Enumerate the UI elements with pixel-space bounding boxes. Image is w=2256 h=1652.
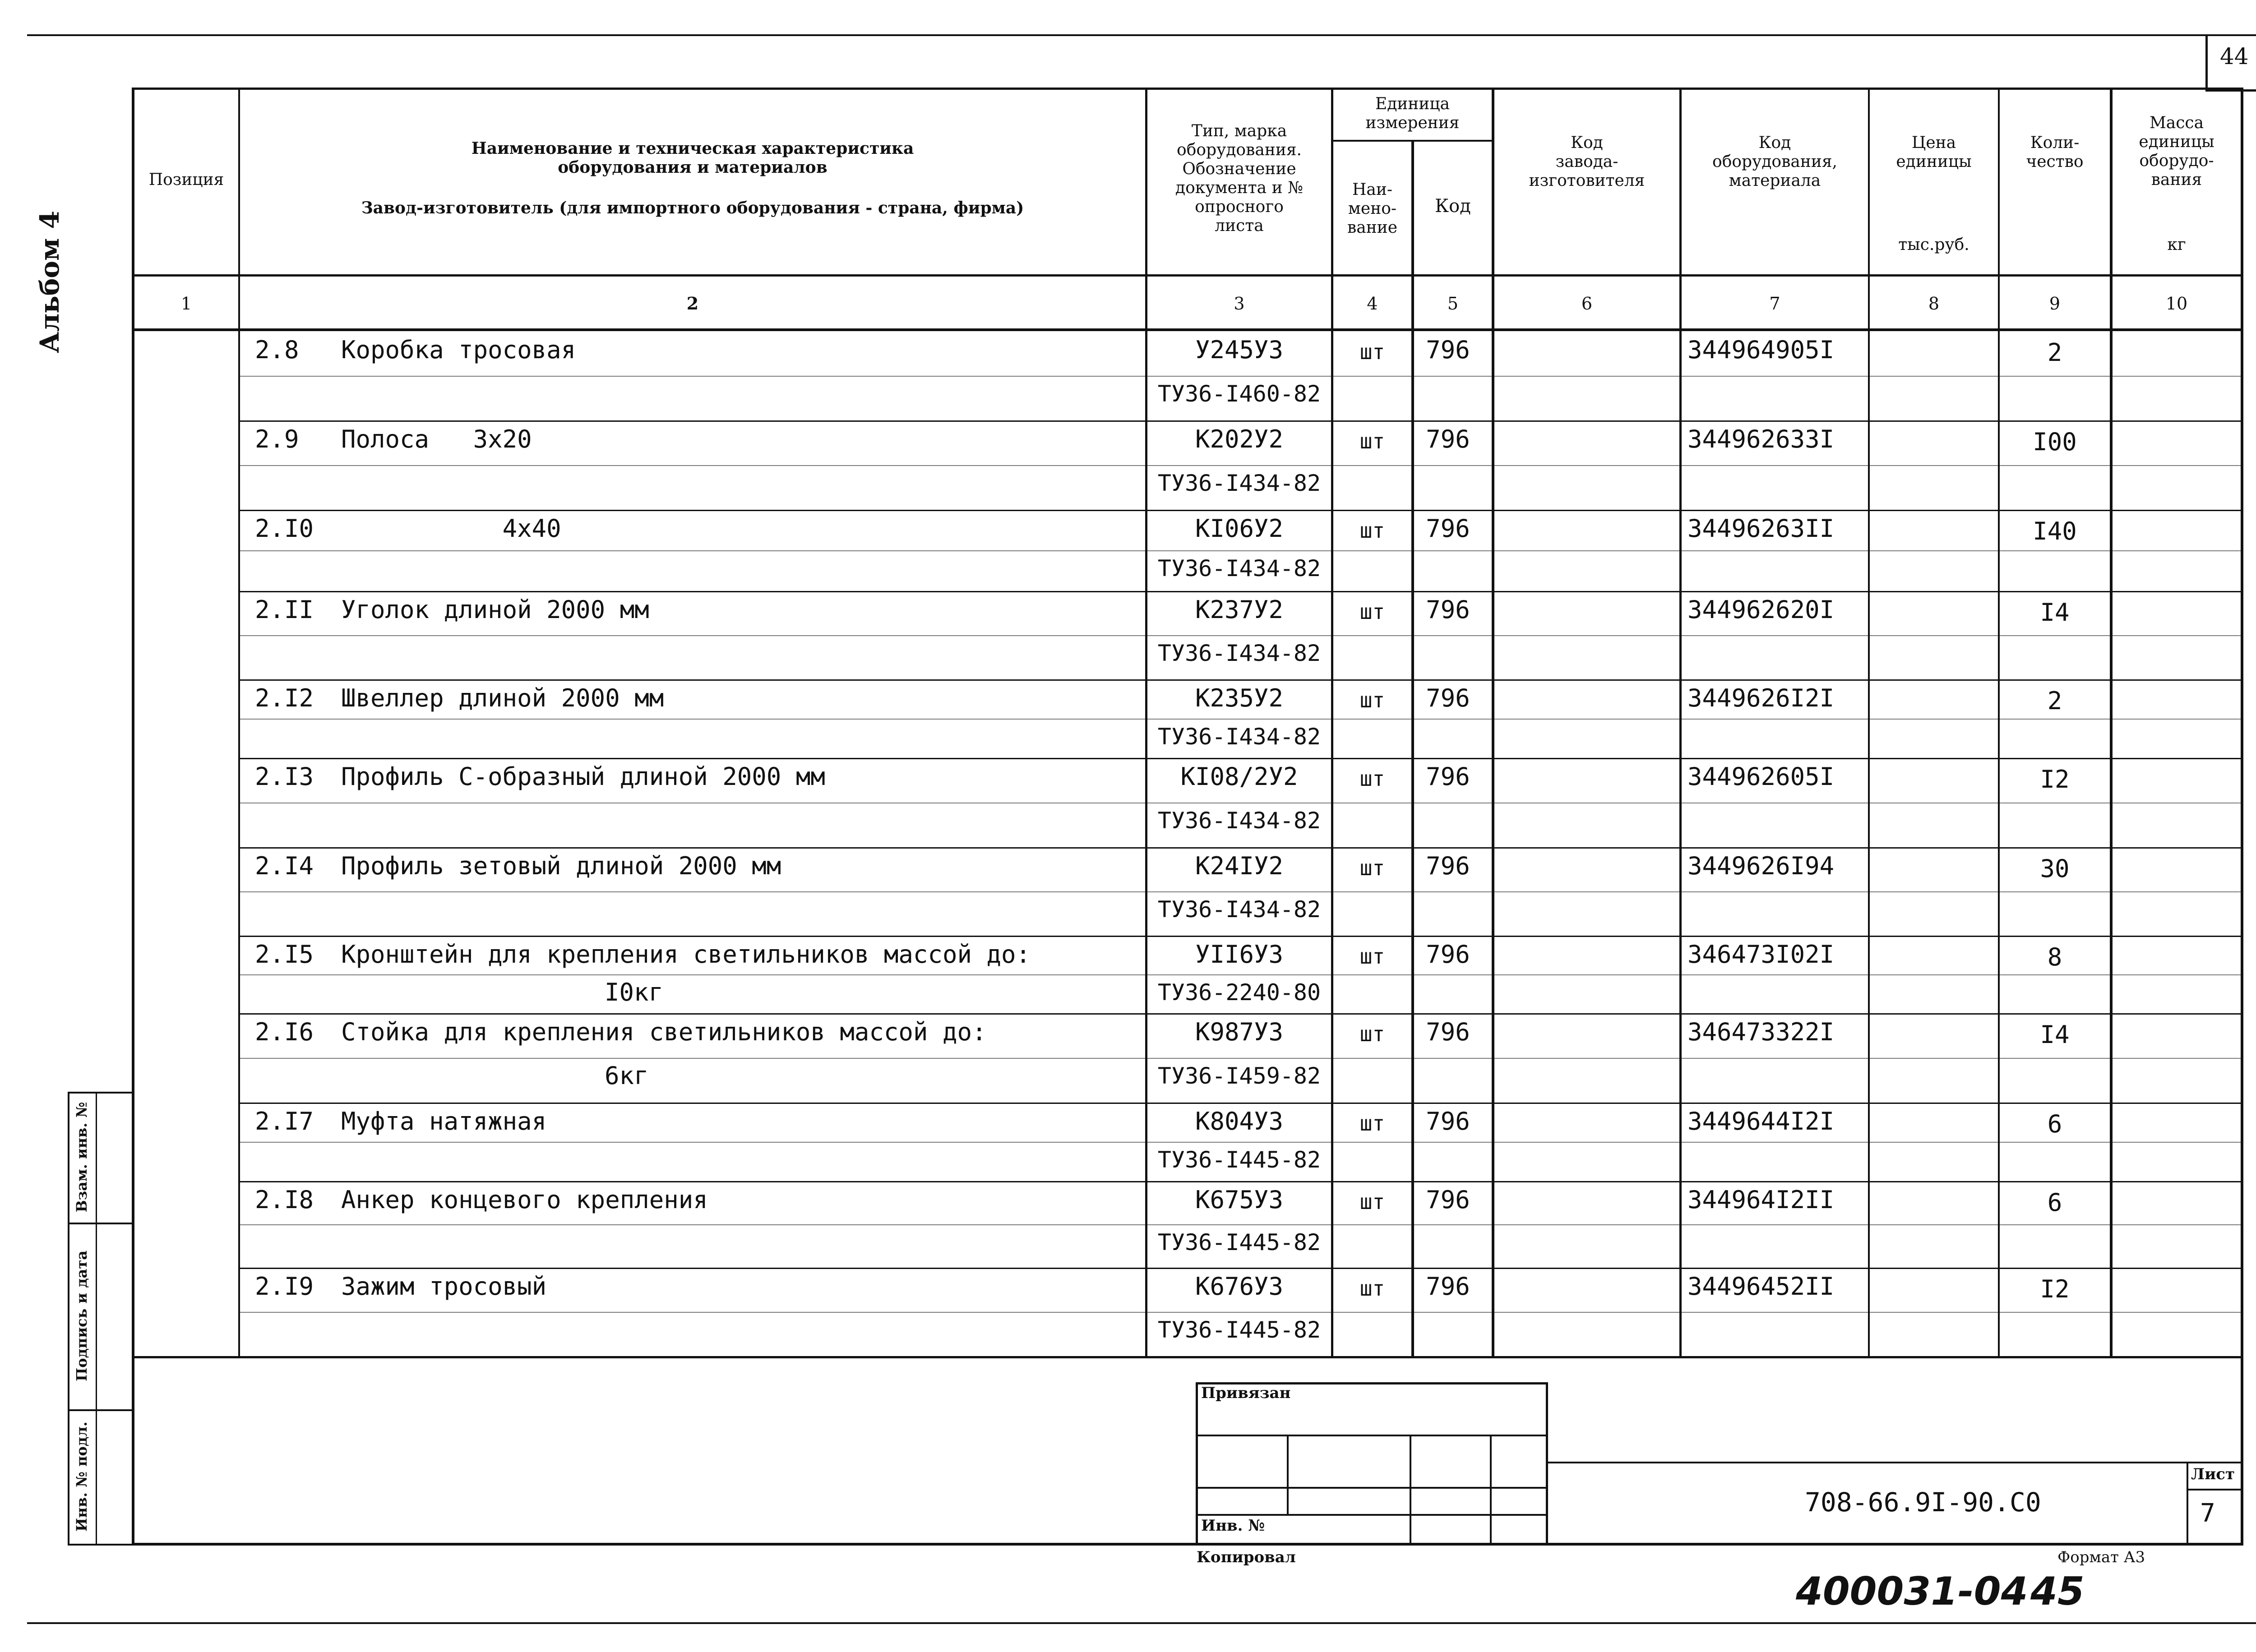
row-unit-code: 796 bbox=[1426, 336, 1470, 364]
row-unit: шт bbox=[1359, 600, 1385, 624]
row-position: 2.9 bbox=[255, 425, 299, 453]
row-material-code: 346473322I bbox=[1687, 1018, 1835, 1046]
row-separator bbox=[240, 679, 2241, 681]
row-material-code: 344964905I bbox=[1687, 336, 1835, 364]
row-unit-code: 796 bbox=[1426, 684, 1470, 712]
row-mid-separator bbox=[240, 376, 2241, 377]
row-doc: ТУ36-I434-82 bbox=[1157, 896, 1321, 923]
header-type-l1: Тип, марка bbox=[1191, 122, 1287, 140]
row-name: Профиль С-образный длиной 2000 мм bbox=[341, 762, 825, 791]
row-type: УII6У3 bbox=[1195, 940, 1284, 969]
row-material-code: 344964I2II bbox=[1687, 1186, 1835, 1214]
row-name-2: I0кг bbox=[605, 978, 664, 1006]
row-doc: ТУ36-2240-80 bbox=[1157, 979, 1321, 1006]
row-material-code: 346473I02I bbox=[1687, 940, 1835, 969]
side-label-vzam: Взам. инв. № bbox=[73, 1102, 90, 1213]
top-border-line bbox=[27, 34, 2256, 36]
row-separator bbox=[240, 936, 2241, 937]
row-unit: шт bbox=[1359, 1022, 1385, 1046]
row-mid-separator bbox=[240, 974, 2241, 975]
row-doc: ТУ36-I434-82 bbox=[1157, 470, 1321, 496]
colnum-3: 3 bbox=[1234, 294, 1245, 314]
colnum-9: 9 bbox=[2049, 294, 2061, 314]
row-mid-separator bbox=[240, 891, 2241, 892]
row-separator bbox=[240, 758, 2241, 759]
row-mid-separator bbox=[240, 550, 2241, 551]
row-name: Анкер концевого крепления bbox=[341, 1186, 708, 1214]
row-unit: шт bbox=[1359, 944, 1385, 969]
colnum-7: 7 bbox=[1769, 294, 1780, 314]
row-quantity: I00 bbox=[2033, 428, 2077, 456]
row-position: 2.I9 bbox=[255, 1272, 314, 1301]
header-mass-unit: кг bbox=[2167, 235, 2186, 254]
row-name: Стойка для крепления светильников массой до: bbox=[341, 1018, 987, 1046]
row-quantity: 6 bbox=[2047, 1110, 2062, 1138]
row-position: 2.II bbox=[255, 595, 314, 624]
row-mid-separator bbox=[240, 1224, 2241, 1225]
stamp-inv: Инв. № bbox=[1201, 1517, 1265, 1535]
row-unit-code: 796 bbox=[1426, 852, 1470, 880]
row-unit-code: 796 bbox=[1426, 1018, 1470, 1046]
row-doc: ТУ36-I434-82 bbox=[1157, 640, 1321, 666]
row-quantity: I4 bbox=[2040, 1020, 2070, 1049]
row-unit-code: 796 bbox=[1426, 940, 1470, 969]
row-doc: ТУ36-I445-82 bbox=[1157, 1317, 1321, 1343]
header-factory-l3: изготовителя bbox=[1529, 171, 1645, 190]
header-type-l5: опросного bbox=[1195, 198, 1284, 216]
table-frame-top bbox=[132, 88, 2243, 90]
row-type: К237У2 bbox=[1195, 595, 1284, 624]
row-position: 2.I4 bbox=[255, 852, 314, 880]
row-unit: шт bbox=[1359, 340, 1385, 364]
row-unit-code: 796 bbox=[1426, 425, 1470, 453]
row-type: К235У2 bbox=[1195, 684, 1284, 712]
row-material-code: 344962620I bbox=[1687, 595, 1835, 624]
colnum-10: 10 bbox=[2165, 294, 2188, 314]
row-mid-separator bbox=[240, 635, 2241, 636]
row-unit: шт bbox=[1359, 1276, 1385, 1301]
row-type: К675У3 bbox=[1195, 1186, 1284, 1214]
album-label: Альбом 4 bbox=[34, 211, 65, 353]
row-doc: ТУ36-I445-82 bbox=[1157, 1229, 1321, 1255]
row-unit-code: 796 bbox=[1426, 595, 1470, 624]
side-label-inv: Инв. № подл. bbox=[73, 1421, 90, 1532]
row-quantity: I4 bbox=[2040, 598, 2070, 627]
header-unitname-l2: мено- bbox=[1348, 199, 1397, 218]
header-name-line2: оборудования и материалов bbox=[558, 158, 828, 177]
header-price-unit: тыс.руб. bbox=[1898, 235, 1969, 254]
row-quantity: 30 bbox=[2040, 854, 2070, 883]
colnum-4: 4 bbox=[1367, 294, 1378, 314]
row-material-code: 3449644I2I bbox=[1687, 1107, 1835, 1135]
header-type-l3: Обозначение bbox=[1182, 160, 1296, 178]
row-quantity: 6 bbox=[2047, 1188, 2062, 1217]
row-type: К202У2 bbox=[1195, 425, 1284, 453]
row-unit: шт bbox=[1359, 1190, 1385, 1214]
header-mass-l2: единицы bbox=[2139, 133, 2214, 151]
row-separator bbox=[240, 510, 2241, 511]
colnum-5: 5 bbox=[1447, 294, 1459, 314]
row-position: 2.I7 bbox=[255, 1107, 314, 1135]
row-doc: ТУ36-I434-82 bbox=[1157, 724, 1321, 750]
row-separator bbox=[240, 1181, 2241, 1182]
row-mid-separator bbox=[240, 1142, 2241, 1143]
row-name: Уголок длиной 2000 мм bbox=[341, 595, 649, 624]
header-mass-l3: оборудо- bbox=[2139, 152, 2214, 170]
row-name-2: 6кг bbox=[605, 1061, 649, 1090]
row-separator bbox=[240, 1013, 2241, 1015]
header-qty-l2: чество bbox=[2026, 152, 2084, 171]
header-factory-l2: завода- bbox=[1555, 152, 1618, 171]
row-doc: ТУ36-I460-82 bbox=[1157, 381, 1321, 407]
header-unitcode: Код bbox=[1435, 196, 1471, 217]
row-name: Коробка тросовая bbox=[341, 336, 576, 364]
header-unitname-l3: вание bbox=[1347, 218, 1398, 237]
row-name: Профиль зетовый длиной 2000 мм bbox=[341, 852, 781, 880]
row-unit-code: 796 bbox=[1426, 1272, 1470, 1301]
row-name: Муфта натяжная bbox=[341, 1107, 547, 1135]
row-unit: шт bbox=[1359, 766, 1385, 791]
row-position: 2.I8 bbox=[255, 1186, 314, 1214]
row-material-code: 3449626I2I bbox=[1687, 684, 1835, 712]
row-material-code: 34496452II bbox=[1687, 1272, 1835, 1301]
header-type-l4: документа и № bbox=[1175, 179, 1304, 197]
row-material-code: 34496263II bbox=[1687, 514, 1835, 543]
header-price-l1: Цена bbox=[1911, 134, 1956, 152]
row-unit: шт bbox=[1359, 518, 1385, 543]
row-separator bbox=[240, 1103, 2241, 1104]
row-position: 2.8 bbox=[255, 336, 299, 364]
row-separator bbox=[240, 847, 2241, 849]
row-unit: шт bbox=[1359, 429, 1385, 453]
header-unit-l1: Единица bbox=[1375, 95, 1450, 113]
row-type: К987У3 bbox=[1195, 1018, 1284, 1046]
row-unit-code: 796 bbox=[1426, 1186, 1470, 1214]
row-quantity: 8 bbox=[2047, 943, 2062, 971]
row-material-code: 3449626I94 bbox=[1687, 852, 1835, 880]
row-unit-code: 796 bbox=[1426, 762, 1470, 791]
row-name: Швеллер длиной 2000 мм bbox=[341, 684, 664, 712]
row-mid-separator bbox=[240, 719, 2241, 720]
row-doc: ТУ36-I459-82 bbox=[1157, 1063, 1321, 1089]
row-quantity: I2 bbox=[2040, 1275, 2070, 1303]
header-price-l2: единицы bbox=[1896, 152, 1972, 171]
page-number: 44 bbox=[2220, 43, 2249, 69]
row-name: Зажим тросовый bbox=[341, 1272, 547, 1301]
row-quantity: I2 bbox=[2040, 765, 2070, 794]
colnum-2: 2 bbox=[686, 293, 699, 314]
stamp-doc-code: 708-66.9I-90.C0 bbox=[1805, 1487, 2041, 1518]
row-type: К804У3 bbox=[1195, 1107, 1284, 1135]
row-unit-code: 796 bbox=[1426, 1107, 1470, 1135]
colnum-8: 8 bbox=[1928, 294, 1940, 314]
stamp-format: Формат А3 bbox=[2057, 1548, 2145, 1566]
colnum-6: 6 bbox=[1581, 294, 1593, 314]
header-material-l3: материала bbox=[1729, 171, 1821, 190]
row-name: 4х40 bbox=[341, 514, 561, 543]
handwritten-number: 400031-04 bbox=[1796, 1569, 2028, 1614]
header-type-l2: оборудования. bbox=[1177, 141, 1302, 159]
stamp-list-number: 7 bbox=[2200, 1499, 2215, 1528]
side-label-podpis: Подпись и дата bbox=[73, 1251, 90, 1381]
row-material-code: 344962633I bbox=[1687, 425, 1835, 453]
row-separator bbox=[240, 1268, 2241, 1269]
row-position: 2.I3 bbox=[255, 762, 314, 791]
row-unit: шт bbox=[1359, 1111, 1385, 1135]
row-separator bbox=[240, 420, 2241, 422]
header-mass-l4: вания bbox=[2151, 171, 2202, 189]
header-unitname-l1: Наи- bbox=[1352, 180, 1392, 199]
row-quantity: 2 bbox=[2047, 338, 2062, 367]
row-unit: шт bbox=[1359, 688, 1385, 712]
colnum-1: 1 bbox=[180, 294, 192, 314]
row-name: Кронштейн для крепления светильников массой до: bbox=[341, 940, 1031, 969]
header-type-l6: листа bbox=[1215, 217, 1264, 235]
row-mid-separator bbox=[240, 465, 2241, 466]
header-unit-l2: измерения bbox=[1365, 114, 1460, 132]
stamp-kopiroval: Копировал bbox=[1197, 1548, 1296, 1566]
row-type: КI08/2У2 bbox=[1180, 762, 1298, 791]
header-material-l1: Код bbox=[1758, 134, 1791, 152]
header-factory-l1: Код bbox=[1571, 134, 1603, 152]
stamp-list-label: Лист bbox=[2191, 1465, 2235, 1483]
stamp-privyazan: Привязан bbox=[1201, 1384, 1291, 1402]
handwritten-number-2: 45 bbox=[2030, 1569, 2085, 1614]
row-position: 2.I5 bbox=[255, 940, 314, 969]
row-position: 2.I6 bbox=[255, 1018, 314, 1046]
header-name-line1: Наименование и техническая характеристика bbox=[471, 139, 914, 158]
row-quantity: 2 bbox=[2047, 687, 2062, 715]
header-name-line3: Завод-изготовитель (для импортного оборудования - страна, фирма) bbox=[361, 198, 1024, 217]
row-type: У245У3 bbox=[1195, 336, 1284, 364]
row-doc: ТУ36-I445-82 bbox=[1157, 1147, 1321, 1173]
row-position: 2.I2 bbox=[255, 684, 314, 712]
row-unit: шт bbox=[1359, 856, 1385, 880]
row-doc: ТУ36-I434-82 bbox=[1157, 808, 1321, 834]
row-name: Полоса 3х20 bbox=[341, 425, 532, 453]
row-mid-separator bbox=[240, 1312, 2241, 1313]
row-type: К24IУ2 bbox=[1195, 852, 1284, 880]
header-material-l2: оборудования, bbox=[1712, 152, 1837, 171]
bottom-border-line bbox=[27, 1622, 2256, 1624]
row-position: 2.I0 bbox=[255, 514, 314, 543]
row-doc: ТУ36-I434-82 bbox=[1157, 555, 1321, 581]
row-separator bbox=[240, 591, 2241, 592]
row-unit-code: 796 bbox=[1426, 514, 1470, 543]
row-mid-separator bbox=[240, 1058, 2241, 1059]
row-type: К676У3 bbox=[1195, 1272, 1284, 1301]
header-qty-l1: Коли- bbox=[2030, 134, 2080, 152]
row-type: КI06У2 bbox=[1195, 514, 1284, 543]
row-material-code: 344962605I bbox=[1687, 762, 1835, 791]
header-mass-l1: Масса bbox=[2149, 114, 2204, 132]
header-position: Позиция bbox=[148, 171, 224, 189]
row-quantity: I40 bbox=[2033, 517, 2077, 545]
